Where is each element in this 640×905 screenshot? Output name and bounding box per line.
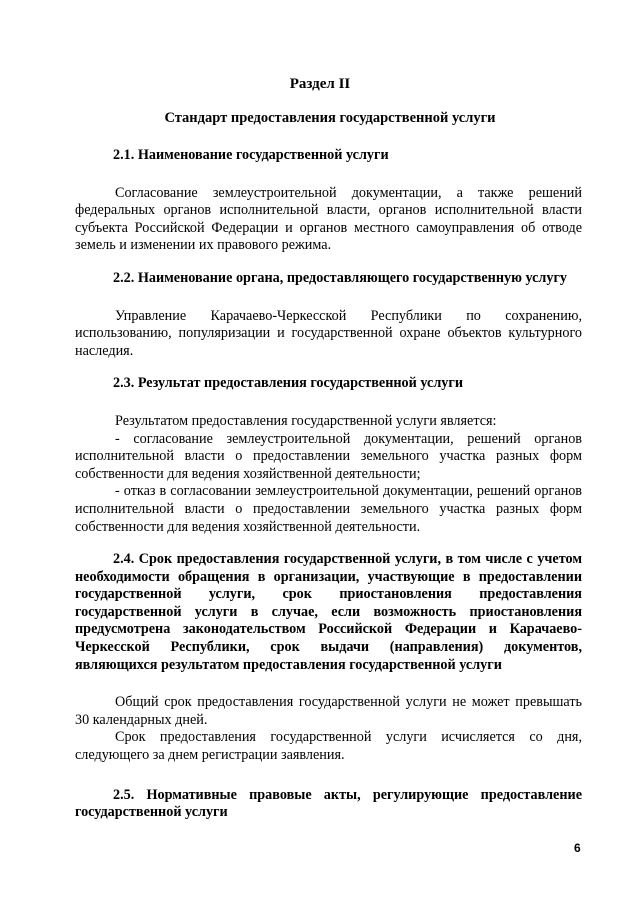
subsection-2-4-heading: 2.4. Срок предоставления государственной услуги, в том числе с учетом необходимости обращения в организации, участвующие в предоставлении государственной услуги, срок приостановления предоставления государственной услуги в случае, если возможность приостановления предусмотрена законодательством Российской Федерации и Карачаево-Черкесской Республики, срок выдачи (направления) документов, являющихся результатом предоставления государственной услуги — [75, 551, 582, 673]
subsection-2-2-heading: 2.2. Наименование органа, предоставляющего государственную услугу — [113, 269, 568, 286]
subsection-2-3-item-approval: - согласование землеустроительной документации, решений органов исполнительной власти о предоставлении земельного участка разных форм собственности для ведения хозяйственной деятельности; — [75, 430, 582, 482]
page-number: 6 — [574, 841, 581, 855]
subsection-2-2-paragraph: Управление Карачаево-Черкесской Республики по сохранению, использованию, популяризации и государственной охране объектов культурного наследия. — [75, 307, 582, 359]
document-body — [75, 147, 582, 822]
subsection-2-1-paragraph: Согласование землеустроительной документации, а также решений федеральных органов исполнительной власти, органов исполнительной власти субъекта Российской Федерации и органов местного самоуправления об отводе земель и изменении их правового режима. — [75, 184, 582, 254]
section-title: Раздел II — [289, 76, 351, 92]
standard-title: Стандарт предоставления государственной услуги — [164, 110, 496, 126]
subsection-2-3-intro: Результатом предоставления государственной услуги является: — [115, 412, 497, 429]
subsection-2-3-heading: 2.3. Результат предоставления государственной услуги — [113, 375, 464, 392]
subsection-2-1-heading: 2.1. Наименование государственной услуги — [113, 147, 389, 163]
subsection-2-3-item-refusal: - отказ в согласовании землеустроительной документации, решений органов исполнительной власти о предоставлении земельного участка разных форм собственности для ведения хозяйственной деятельности. — [75, 483, 582, 535]
subsection-2-5-heading: 2.5. Нормативные правовые акты, регулирующие предоставление государственной услуги — [75, 786, 582, 821]
subsection-2-4-paragraph-term-start: Срок предоставления государственной услуги исчисляется со дня, следующего за днем регистрации заявления. — [75, 729, 582, 764]
subsection-2-4-paragraph-total-term: Общий срок предоставления государственной услуги не может превышать 30 календарных дней. — [75, 694, 582, 728]
